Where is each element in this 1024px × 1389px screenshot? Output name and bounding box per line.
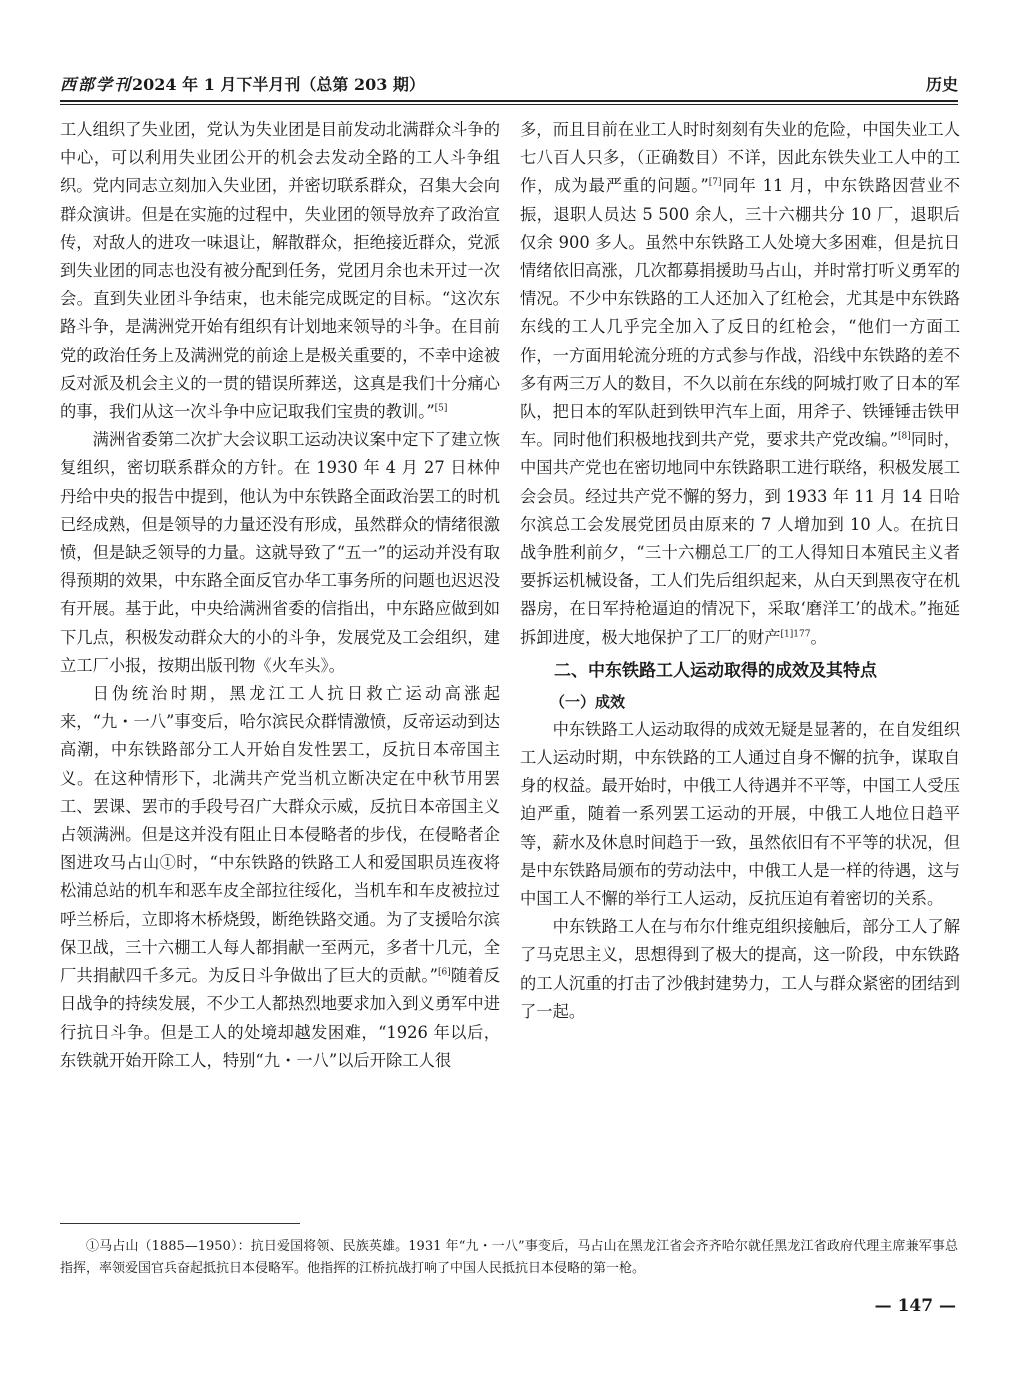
header-rule-thin — [60, 104, 958, 105]
left-column — [60, 116, 500, 1075]
paragraph: 中东铁路工人运动取得的成效无疑是显著的，在自发组织工人运动时期，中东铁路的工人通过自身不懈的抗争，谋取自身的权益。最开始时，中俄工人待遇并不平等，中国工人受压迫严重，随着一系列罢工运动的开展，中俄工人地位日趋平等，薪水及休息时间趋于一致，虽然依旧有不平等的状况，但是中东铁路局颁布的劳动法中，中俄工人是一样的待遇，这与中国工人不懈的举行工人运动，反抗压迫有着密切的关系。 — [520, 719, 960, 909]
citation-ref: [1]177 — [780, 629, 811, 640]
journal-issue-line — [60, 72, 425, 95]
citation-ref: [6] — [437, 967, 451, 978]
citation-ref: [8] — [897, 431, 911, 442]
paragraph: 满洲省委第二次扩大会议职工运动决议案中定下了建立恢复组织，密切联系群众的方针。在 1930 年 4 月 27 日林仲丹给中央的报告中提到，他认为中东铁路全面政治罢工的时机已经成熟，但是领导的力量还没有形成，虽然群众的情绪很激愤，但是缺乏领导的力量。这就导致了“五一”的运动并没有取得预期的效果，中东路全面反官办华工事务所的问题也迟迟没有开展。基于此，中央给满洲省委的信指出，中东路应做到如下几点，积极发动群众大的小的斗争，发展党及工会组织，建立工厂小报，按期出版刊物《火车头》。 — [60, 430, 500, 675]
paragraph: 日伪统治时期，黑龙江工人抗日救亡运动高涨起来，“九・一八”事变后，哈尔滨民众群情激愤，反帝运动到达高潮，中东铁路部分工人开始自发性罢工，反抗日本帝国主义。在这种情形下，北满共产党当机立断决定在中秋节用罢工、罢课、罢市的手段号召广大群众示威，反抗日本帝国主义占领满洲。但是这并没有阻止日本侵略者的步伐，在侵略者企图进攻马占山①时，“中东铁路的铁路工人和爱国职员连夜将松浦总站的机车和恶车皮全部拉往绥化，当机车和车皮被拉过呼兰桥后，立即将木桥烧毁，断绝铁路交通。为了支援哈尔滨保卫战，三十六棚工人每人都捐献一至两元，多者十几元，全厂共捐献四千多元。为反日斗争做出了巨大的贡献。”[6]随着反日战争的持续发展，不少工人都热烈地要求加入到义勇军中进行抗日斗争。但是工人的处境却越发困难，“1926 年以后，东铁就开始开除工人，特别“九・一八”以后开除工人很 — [60, 684, 500, 1070]
footnote-text: ①马占山（1885—1950）：抗日爱国将领、民族英雄。1931 年“九・一八”事变后，马占山在黑龙江省会齐齐哈尔就任黑龙江省政府代理主席兼军事总指挥，率领爱国官兵奋起抵抗日本侵略军。他指挥的江桥抗战打响了中国人民抵抗日本侵略的第一枪。 — [60, 1239, 958, 1276]
header-rule-thick — [60, 100, 958, 102]
page-number: — 147 — — [874, 1296, 956, 1316]
section-name: 历史 — [925, 75, 958, 94]
footnote-marker: ① — [159, 853, 177, 873]
paragraph: 工人组织了失业团，党认为失业团是目前发动北满群众斗争的中心，可以利用失业团公开的机会去发动全路的工人斗争组织。党内同志立刻加入失业团，并密切联系群众，召集大会向群众演讲。但是在实施的过程中，失业团的领导放弃了政治宣传，对敌人的进攻一味退让，解散群众，拒绝接近群众，党派到失业团的同志也没有被分配到任务，党团月余也未开过一次会。直到失业团斗争结束，也未能完成既定的目标。“这次东路斗争，是满洲党开始有组织有计划地来领导的斗争。在目前党的政治任务上及满洲党的前途上是极关重要的，不幸中途被反对派及机会主义的一贯的错误所葬送，这真是我们十分痛心的事，我们从这一次斗争中应记取我们宝贵的教训。”[5] — [60, 120, 500, 422]
paragraph: 中东铁路工人在与布尔什维克组织接触后，部分工人了解了马克思主义，思想得到了极大的提高，这一阶段，中东铁路的工人沉重的打击了沙俄封建势力，工人与群众紧密的团结到了一起。 — [520, 917, 960, 1021]
footnote — [60, 1236, 958, 1280]
citation-ref: [7] — [708, 177, 722, 188]
footnote-rule — [60, 1223, 300, 1224]
subsection-heading: （一）成效 — [550, 692, 626, 711]
section-heading: 二、中东铁路工人运动取得的成效及其特点 — [554, 660, 877, 681]
right-column — [520, 116, 960, 1026]
paragraph: 多，而且目前在业工人时时刻刻有失业的危险，中国失业工人七八百人只多，（正确数目）不详，因此东铁失业工人中的工作，成为最严重的问题。”[7]同年 11 月，中东铁路因营业不振，退职人员达 5 500 余人，三十六棚共分 10 厂，退职后仅余 900 多人。虽然中东铁路工人处境大多困难，但是抗日情绪依旧高涨，几次都募捐援助马占山，并时常打听义勇军的情况。不少中东铁路的工人还加入了红枪会，尤其是中东铁路东线的工人几乎完全加入了反日的红枪会，“他们一方面工作，一方面用轮流分班的方式参与作战，沿线中东铁路的差不多有两三万人的数目，不久以前在东线的阿城打败了日本的军队，把日本的军队赶到铁甲汽车上面，用斧子、铁锤锤击铁甲车。同时他们积极地找到共产党，要求共产党改编。”[8]同时，中国共产党也在密切地同中东铁路职工进行联络，积极发展工会会员。经过共产党不懈的努力，到 1933 年 11 月 14 日哈尔滨总工会发展党团员由原来的 7 人增加到 10 人。在抗日战争胜利前夕，“三十六棚总工厂的工人得知日本殖民主义者要拆运机械设备，工人们先后组织起来，从白天到黑夜守在机器房，在日军持枪逼迫的情况下，采取‘磨洋工’的战术。”拖延拆卸进度，极大地保护了工厂的财产$^{[1]177}$。 — [520, 120, 960, 647]
citation-ref: [5] — [434, 403, 448, 414]
journal-logo: 西部学刊 — [60, 75, 133, 94]
running-header — [60, 70, 958, 100]
issue-info: 2024 年 1 月下半月刊（总第 203 期） — [132, 75, 425, 94]
